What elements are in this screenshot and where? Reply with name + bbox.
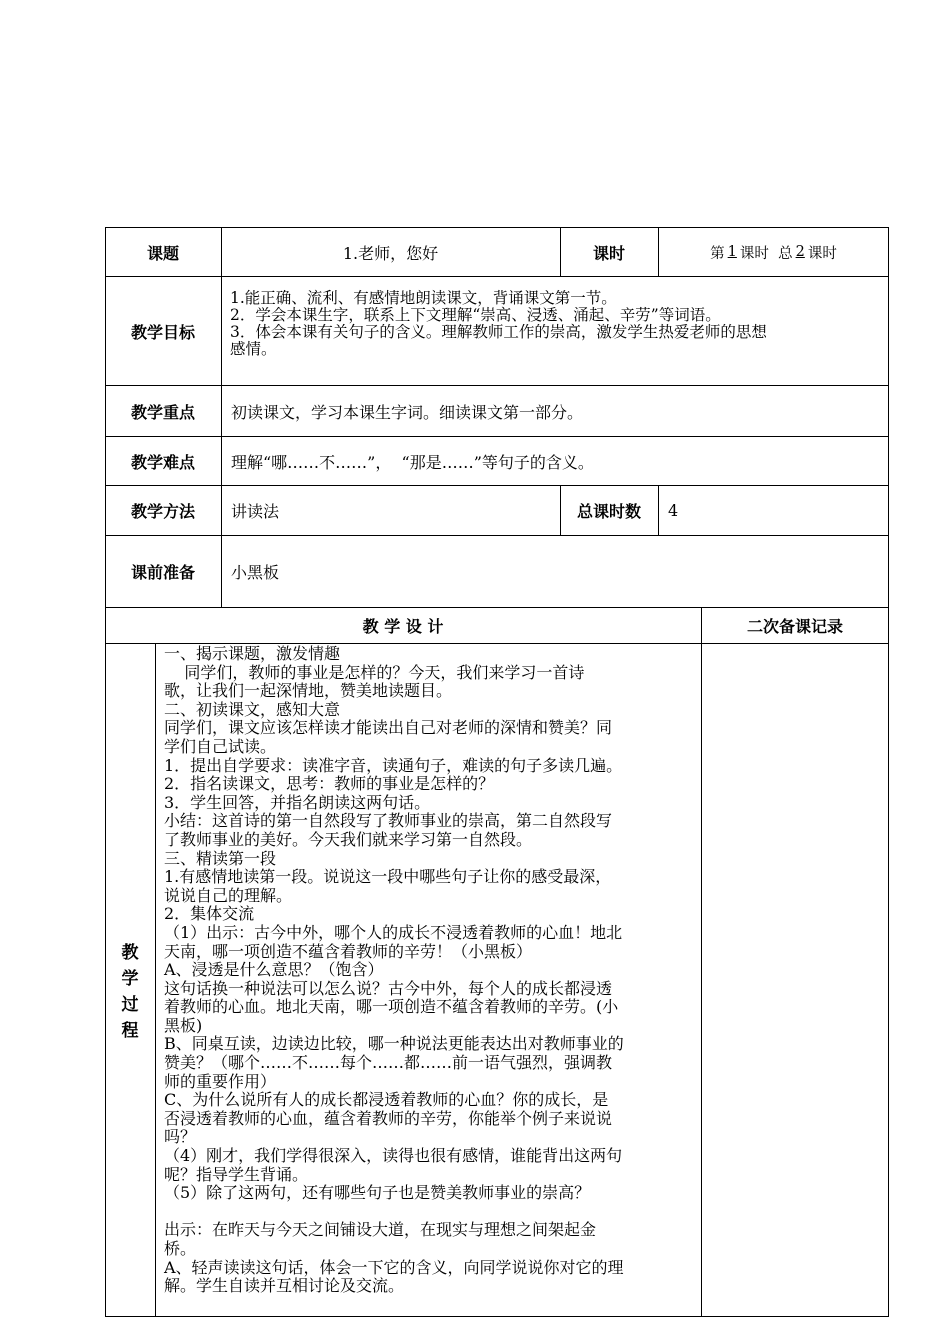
process-line: 着教师的心血。地北天南，哪一项创造不蕴含着教师的辛劳。(小: [164, 997, 619, 1017]
process-line: 说说自己的理解。: [164, 885, 293, 905]
prep-value: 小黑板: [231, 563, 280, 582]
design-header: 教 学 设 计: [362, 617, 444, 636]
total-hours-label: 总课时数: [576, 502, 641, 521]
period-label: 课时: [592, 243, 625, 263]
process-line: 天南，哪一项创造不蕴含着教师的辛劳！（小黑板）: [164, 941, 533, 961]
notes-area: [702, 644, 888, 1316]
process-line: 了教师事业的美好。今天我们就来学习第一自然段。: [164, 829, 533, 849]
process-line: 吗？: [164, 1127, 197, 1147]
process-label-text: 教学过程: [121, 943, 139, 1041]
process-line: 桥。: [164, 1239, 197, 1258]
process-line: 否浸透着教师的心血，蕴含着教师的辛劳，你能举个例子来说说: [164, 1108, 613, 1128]
process-line: 黑板): [164, 1015, 203, 1035]
process-line: （1）出示：古今中外，哪个人的成长不浸透着教师的心血！地北: [164, 922, 623, 942]
process-line: B、同桌互读，边读边比较，哪一种说法更能表达出对教师事业的: [164, 1034, 624, 1054]
process-line: 小结：这首诗的第一自然段写了教师事业的崇高，第二自然段写: [164, 811, 613, 831]
topic-label: 课题: [146, 243, 179, 263]
period-mid: 课时 总: [739, 245, 793, 262]
process-line: 出示：在昨天与今天之间铺设大道，在现实与理想之间架起金: [164, 1220, 597, 1240]
method-value: 讲读法: [231, 502, 280, 521]
process-line: 师的重要作用）: [164, 1071, 277, 1091]
prep-label: 课前准备: [130, 563, 195, 582]
goal-line: 3．体会本课有关句子的含义。理解教师工作的崇高，激发学生热爱老师的思想: [230, 323, 767, 341]
focus-value: 初读课文，学习本课生字词。细读课文第一部分。: [231, 402, 584, 422]
process-line: 同学们，教师的事业是怎样的？今天，我们来学习一首诗: [164, 662, 585, 682]
period-total: 2: [795, 244, 805, 260]
process-line: 2．指名读课文，思考：教师的事业是怎样的？: [164, 774, 495, 794]
difficulty-value: 理解“哪……不……”， “那是……”等句子的含义。: [231, 452, 594, 472]
process-line: A、浸透是什么意思？（饱含）: [164, 960, 384, 980]
column-divider: [155, 643, 156, 1317]
process-line: A、轻声读读这句话，体会一下它的含义，向同学说说你对它的理: [164, 1257, 624, 1277]
process-line: 这句话换一种说法可以怎么说？古今中外，每个人的成长都浸透: [164, 978, 613, 998]
process-content: [164, 645, 698, 1296]
goal-line: 1.能正确、流利、有感情地朗读课文，背诵课文第一节。: [230, 289, 617, 307]
process-line: 赞美？（哪个……不……每个……都……前一语气强烈，强调教: [164, 1053, 613, 1073]
goal-line: 感情。: [230, 340, 277, 358]
process-line: 一、揭示课题，激发情趣: [164, 644, 341, 663]
process-line: 歌，让我们一起深情地，赞美地读题目。: [164, 681, 453, 701]
goal-line: 2．学会本课生字，联系上下文理解“崇高、浸透、涌起、辛劳”等词语。: [230, 306, 721, 324]
goals-label: 教学目标: [130, 322, 195, 342]
process-line: 1.有感情地读第一段。说说这一段中哪些句子让你的感受最深，: [164, 867, 612, 887]
process-line: 同学们，课文应该怎样读才能读出自己对老师的深情和赞美？同: [164, 718, 613, 738]
process-line: 2．集体交流: [164, 904, 255, 924]
notes-header: 二次备课记录: [746, 617, 843, 636]
process-line: 1．提出自学要求：读准字音，读通句子，难读的句子多读几遍。: [164, 755, 623, 775]
period-suffix: 课时: [807, 245, 837, 262]
period-current: 1: [727, 244, 737, 260]
process-line: 呢？指导学生背诵。: [164, 1164, 309, 1184]
process-line: 学们自己试读。: [164, 736, 277, 756]
topic-value: 1.老师，您好: [342, 243, 439, 263]
process-line: 三、精读第一段: [164, 848, 277, 868]
process-line: C、为什么说所有人的成长都浸透着教师的心血？你的成长，是: [164, 1090, 609, 1110]
process-label: [106, 940, 154, 1044]
difficulty-label: 教学难点: [130, 452, 195, 472]
process-line: （4）刚才，我们学得很深入，读得也很有感情，谁能背出这两句: [164, 1146, 623, 1166]
process-line: 3．学生回答，并指名朗读这两句话。: [164, 792, 431, 812]
method-label: 教学方法: [130, 502, 195, 521]
process-line: 二、初读课文，感知大意: [164, 699, 341, 719]
process-line: 解。学生自读并互相讨论及交流。: [164, 1276, 405, 1296]
focus-label: 教学重点: [130, 402, 195, 422]
process-line: （5）除了这两句，还有哪些句子也是赞美教师事业的崇高？: [164, 1183, 591, 1203]
total-hours-value: 4: [668, 501, 679, 520]
period-value: [658, 227, 889, 277]
process-line: [164, 1203, 698, 1222]
goals-list: [230, 290, 885, 358]
period-prefix: 第: [710, 245, 725, 262]
